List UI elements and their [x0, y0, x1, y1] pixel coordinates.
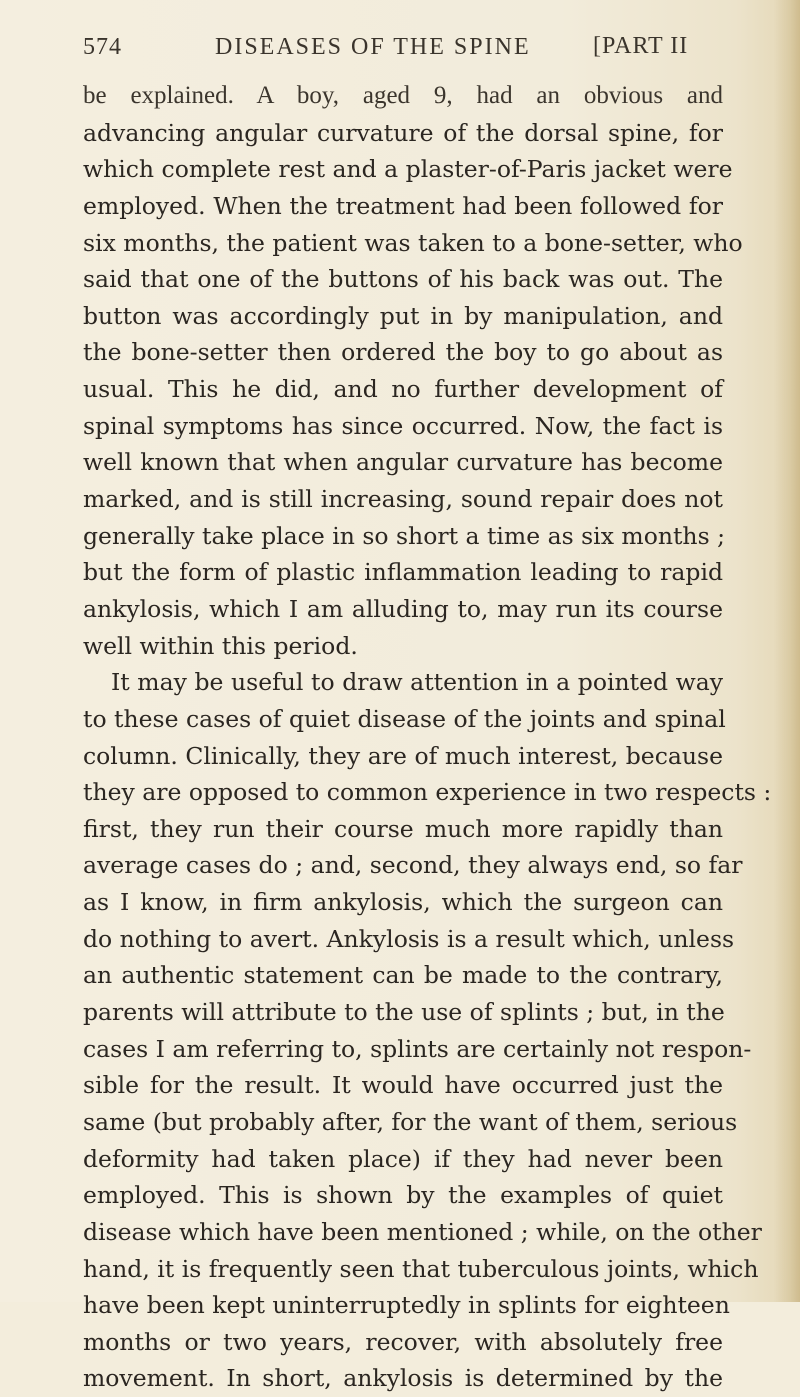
text-line: the bone-setter then ordered the boy to go about as	[83, 338, 723, 367]
text-line: well known that when angular curvature has become	[83, 448, 723, 477]
text-line: employed. This is shown by the examples of quiet	[83, 1181, 723, 1210]
text-line: column. Clinically, they are of much interest, because	[83, 741, 723, 770]
text-line: It may be useful to draw attention in a pointed way	[111, 668, 723, 697]
page-number: 574	[83, 34, 122, 60]
body-text	[83, 78, 772, 1397]
page-header	[83, 34, 723, 74]
text-line: advancing angular curvature of the dorsal spine, for	[83, 118, 723, 147]
text-line: hand, it is frequently seen that tuberculous joints, which	[83, 1254, 759, 1283]
text-line: employed. When the treatment had been followed for	[83, 191, 723, 220]
running-head: DISEASES OF THE SPINE	[215, 34, 531, 60]
text-line: movement. In short, ankylosis is determined by the	[83, 1364, 723, 1393]
text-line: cases I am referring to, splints are certainly not respon-	[83, 1034, 752, 1063]
text-line: have been kept uninterruptedly in splints for eighteen	[83, 1291, 730, 1320]
text-line: months or two years, recover, with absolutely free	[83, 1327, 723, 1356]
text-line: ankylosis, which I am alluding to, may run its course	[83, 594, 723, 623]
text-line: six months, the patient was taken to a bone-setter, who	[83, 228, 743, 257]
text-line: disease which have been mentioned ; while, on the other	[83, 1217, 762, 1246]
text-line: parents will attribute to the use of splints ; but, in the	[83, 998, 725, 1027]
part-label: [PART II	[593, 33, 689, 59]
text-line: usual. This he did, and no further development of	[83, 375, 723, 404]
text-line: but the form of plastic inflammation leading to rapid	[83, 558, 723, 587]
text-line: do nothing to avert. Ankylosis is a result which, unless	[83, 924, 735, 953]
text-line: button was accordingly put in by manipulation, and	[83, 301, 723, 330]
page-edge-shadow	[774, 0, 800, 1302]
text-line: to these cases of quiet disease of the joints and spinal	[83, 704, 726, 733]
text-line: deformity had taken place) if they had never been	[83, 1144, 723, 1173]
text-line: be explained. A boy, aged 9, had an obvious and	[83, 82, 723, 109]
text-line: marked, and is still increasing, sound repair does not	[83, 485, 723, 514]
text-line: average cases do ; and, second, they always end, so far	[83, 851, 743, 880]
text-line: sible for the result. It would have occurred just the	[83, 1071, 723, 1100]
text-line: which complete rest and a plaster-of-Paris jacket were	[83, 155, 733, 184]
text-line: said that one of the buttons of his back was out. The	[83, 265, 723, 294]
text-line: well within this period.	[83, 631, 358, 660]
text-line: same (but probably after, for the want of them, serious	[83, 1107, 738, 1136]
text-line: spinal symptoms has since occurred. Now, the fact is	[83, 411, 723, 440]
text-line: first, they run their course much more rapidly than	[83, 814, 723, 843]
text-line: as I know, in firm ankylosis, which the surgeon can	[83, 888, 723, 917]
text-line: generally take place in so short a time as six months ;	[83, 521, 726, 550]
text-line: they are opposed to common experience in two respects :	[83, 778, 772, 807]
text-line: an authentic statement can be made to the contrary,	[83, 961, 723, 990]
